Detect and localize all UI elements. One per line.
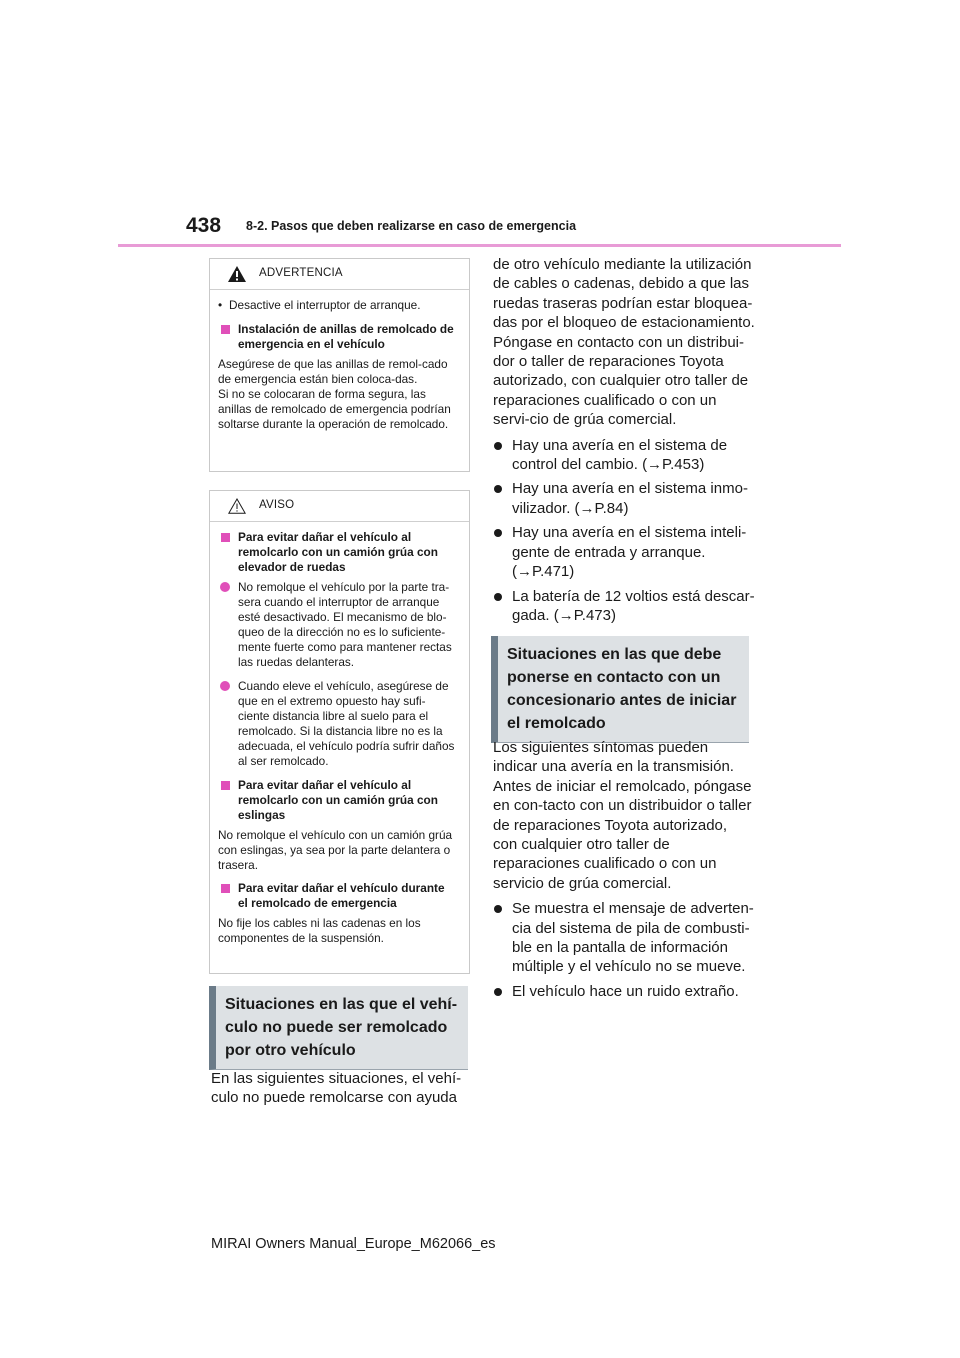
bullet-dot-icon <box>494 442 502 450</box>
right-column <box>493 255 755 630</box>
list-item: Hay una avería en el sistema de control del cambio. (→P.453) <box>493 436 755 475</box>
list-item: Hay una avería en el sistema inmo-vilizador. (→P.84) <box>493 479 755 518</box>
notice-dot-item-1: No remolque el vehículo por la parte tra-sera cuando el interruptor de arranque esté desactivado. El mecanismo de blo-queo de la dirección no es lo suficiente-mente fuerte como para mantener rectas las ruedas delanteras. <box>218 580 455 670</box>
square-bullet-icon <box>221 781 230 790</box>
page-number: 438 <box>186 214 222 237</box>
notice-subtitle-3: Para evitar dañar el vehículo durante el remolcado de emergencia <box>218 881 455 911</box>
warning-box <box>209 258 470 472</box>
warning-triangle-icon <box>228 266 246 282</box>
bullet-dot-icon <box>494 529 502 537</box>
list-item: Se muestra el mensaje de adverten-cia del sistema de pila de combusti-ble en la pantalla de información múltiple y el vehículo no se mueve. <box>493 899 755 977</box>
square-bullet-icon <box>221 884 230 893</box>
notice-box-header <box>210 491 469 522</box>
round-bullet-icon <box>220 582 230 592</box>
notice-dot-item-2: Cuando eleve el vehículo, asegúrese de que en el extremo opuesto hay sufi-ciente distancia libre al suelo para el remolcado. Si la distancia libre no es la adecuada, el vehículo podría sufrir daños al ser remolcado. <box>218 679 455 769</box>
no-tow-intro-left: En las siguientes situaciones, el vehí-culo no puede remolcarse con ayuda <box>211 1070 462 1107</box>
notice-subtitle-2: Para evitar dañar el vehículo al remolcarlo con un camión grúa con eslingas <box>218 778 455 823</box>
notice-text-3: No fije los cables ni las cadenas en los componentes de la suspensión. <box>218 916 421 945</box>
list-item: El vehículo hace un ruido extraño. <box>493 982 755 1001</box>
square-bullet-icon <box>221 533 230 542</box>
header-rule <box>118 244 841 247</box>
notice-text-2: No remolque el vehículo con un camión grúa con eslingas, ya sea por la parte delantera o trasera. <box>218 828 453 872</box>
warning-box-header <box>210 259 469 290</box>
warning-subtitle: Instalación de anillas de remolcado de emergencia en el vehículo <box>218 322 455 352</box>
section-title: 8-2. Pasos que deben realizarse en caso de emergencia <box>246 219 577 233</box>
list-item: Hay una avería en el sistema inteli-gente de entrada y arranque. (→P.471) <box>493 523 755 581</box>
caution-triangle-icon <box>228 498 246 514</box>
contact-section <box>493 738 755 1006</box>
warning-bullet: • Desactive el interruptor de arranque. <box>218 298 421 312</box>
section-heading-contact: Situaciones en las que debe ponerse en contacto con un concesionario antes de iniciar el remolcado <box>491 636 749 743</box>
bullet-dot-icon <box>494 485 502 493</box>
bullet-dot-icon <box>494 988 502 996</box>
notice-box <box>209 490 470 974</box>
bullet-dot-icon <box>494 905 502 913</box>
footer-text: MIRAI Owners Manual_Europe_M62066_es <box>211 1236 496 1252</box>
notice-label: AVISO <box>259 499 295 511</box>
section-heading-no-tow: Situaciones en las que el vehí-culo no puede ser remolcado por otro vehículo <box>209 986 468 1070</box>
contact-intro: Los siguientes síntomas pueden indicar una avería en la transmisión. Antes de iniciar el remolcado, póngase en con-tacto con un distribuidor o taller de reparaciones Toyota autorizado, con cualquier otro taller de reparaciones cualificado o con un servicio de grúa comercial. <box>493 739 752 892</box>
warning-label: ADVERTENCIA <box>259 267 343 279</box>
notice-subtitle-1: Para evitar dañar el vehículo al remolcarlo con un camión grúa con elevador de ruedas <box>218 530 455 575</box>
bullet-dot-icon <box>494 593 502 601</box>
square-bullet-icon <box>221 325 230 334</box>
warning-text: Asegúrese de que las anillas de remol-cado de emergencia están bien coloca-das. Si no se colocaran de forma segura, las anillas de remolcado de emergencia podrían soltarse durante la operación de remolcado. <box>218 357 451 431</box>
no-tow-intro-right: de otro vehículo mediante la utilización de cables o cadenas, debido a que las ruedas traseras podrían estar bloquea-das por el bloqueo de estacionamiento. Póngase en contacto con un distribui-dor o taller de reparaciones Toyota autorizado, con cualquier otro taller de reparaciones cualificado o con un servi-cio de grúa comercial. <box>493 256 755 429</box>
round-bullet-icon <box>220 681 230 691</box>
list-item: La batería de 12 voltios está descar-gada. (→P.473) <box>493 587 755 626</box>
